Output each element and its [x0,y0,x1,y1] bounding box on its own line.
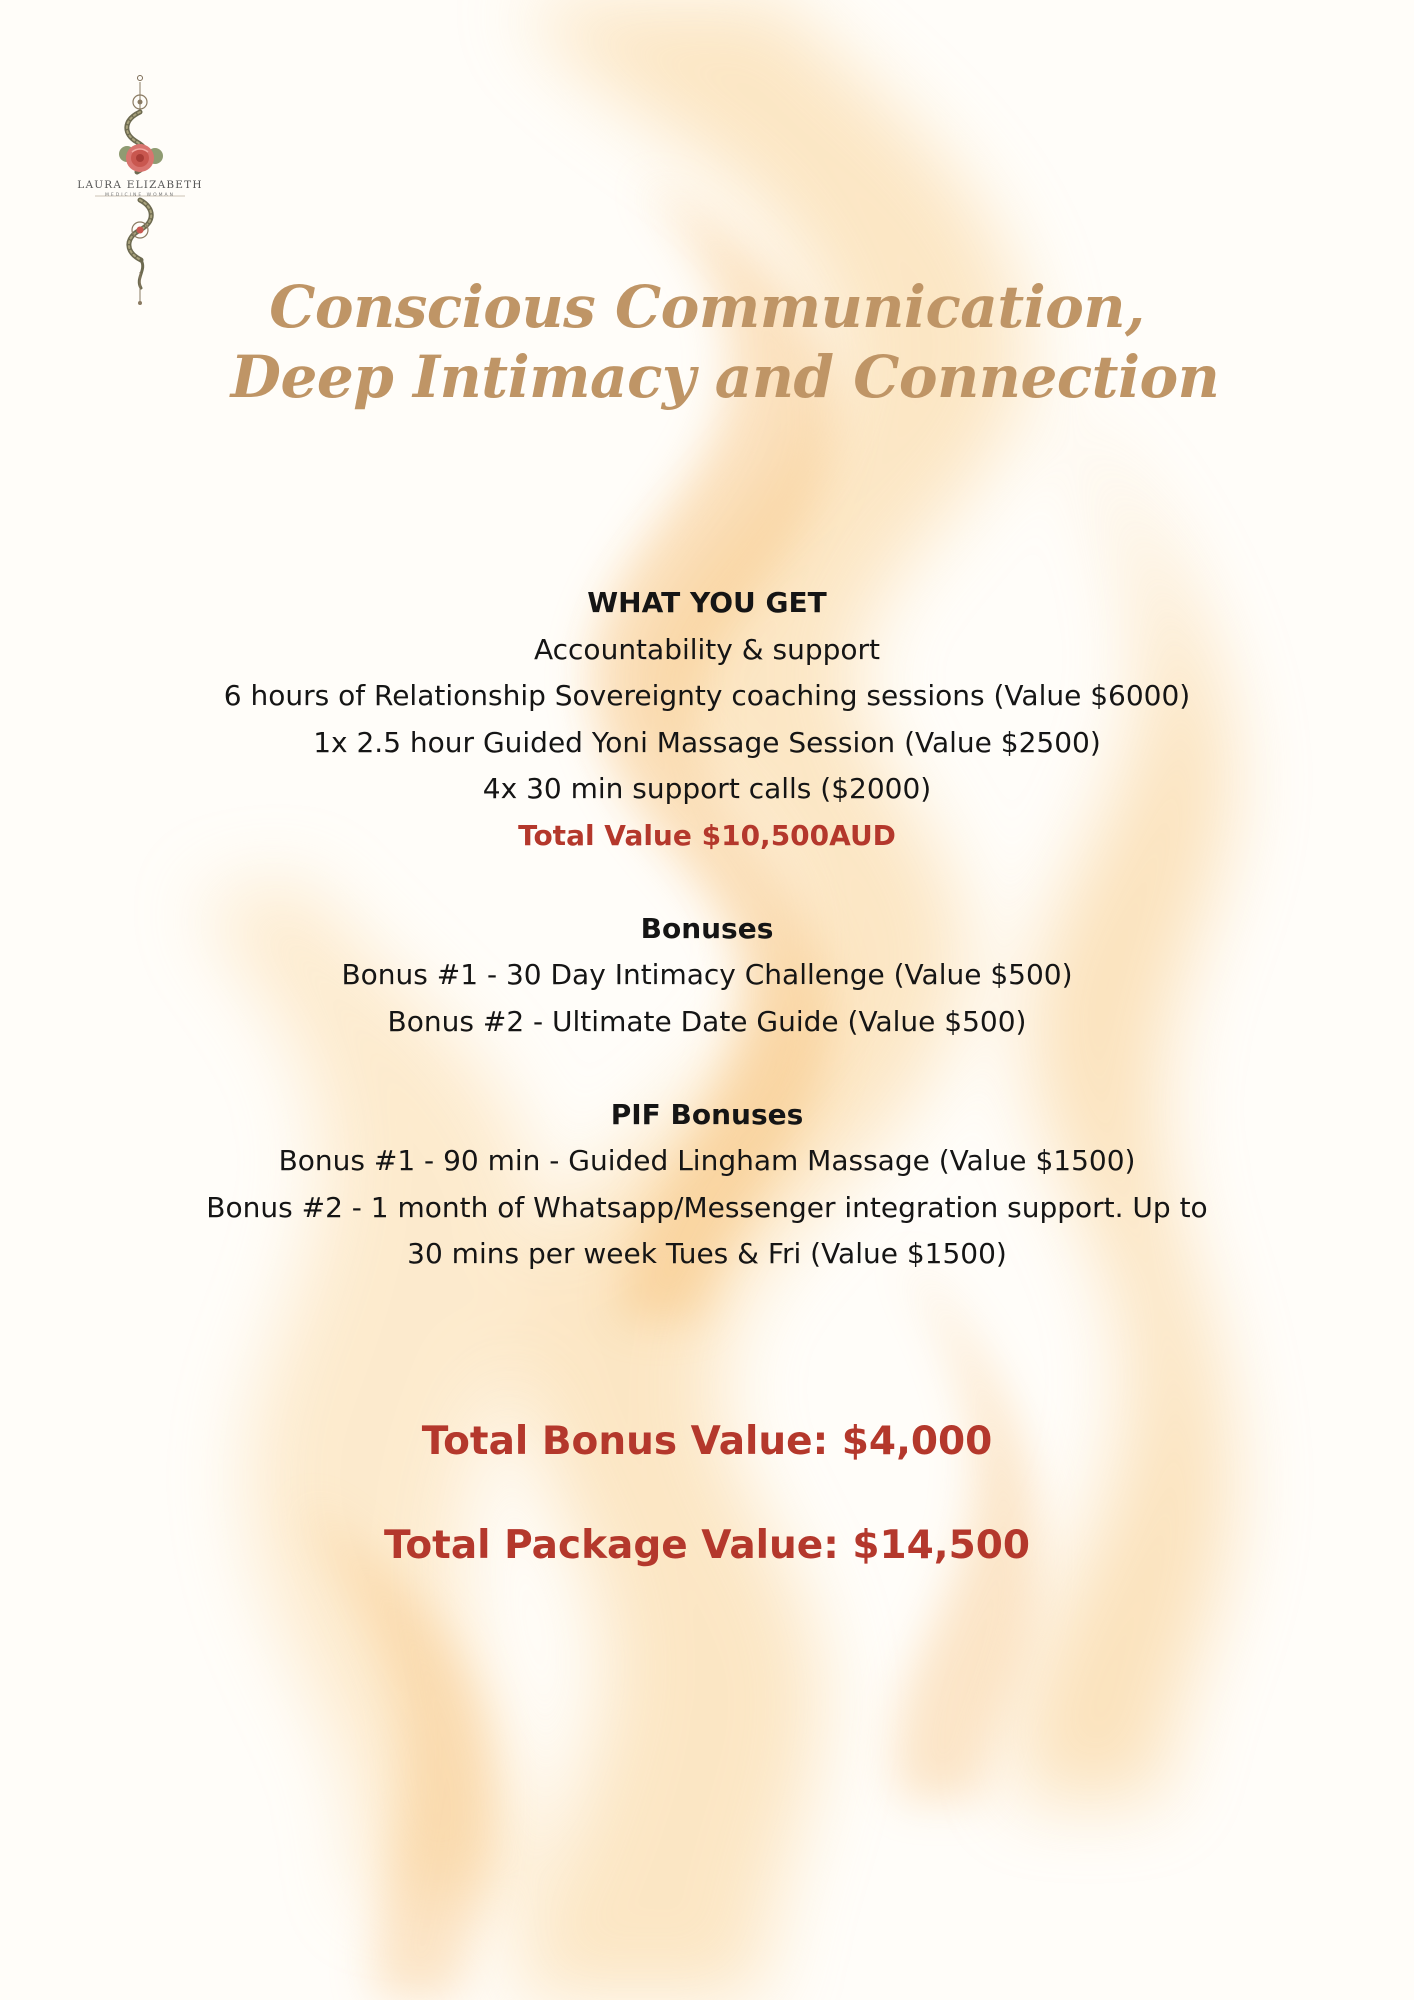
total-bonus-value: Total Bonus Value: $4,000 [421,1419,993,1464]
page-title [60,272,1354,412]
list-item: 6 hours of Relationship Sovereignty coaching sessions (Value $6000) [223,679,1191,712]
spacer [60,1045,1354,1092]
list-item: Bonus #1 - 30 Day Intimacy Challenge (Value $500) [341,958,1073,991]
offer-details [60,580,1354,1278]
bonuses-heading: Bonuses [640,911,774,945]
title-line-2: Deep Intimacy and Connection [230,343,1220,411]
list-item: 4x 30 min support calls ($2000) [482,772,932,805]
list-item: Bonus #2 - 1 month of Whatsapp/Messenger integration support. Up to [206,1190,1208,1224]
total-value: Total Value $10,500AUD [518,818,896,852]
list-item: Bonus #2 - Ultimate Date Guide (Value $500) [387,1004,1027,1038]
totals-section [60,1414,1354,1574]
list-item: 1x 2.5 hour Guided Yoni Massage Session (Value $2500) [313,725,1101,759]
spacer [60,859,1354,906]
title-line-1: Conscious Communication, [269,273,1145,341]
list-item: Bonus #1 - 90 min - Guided Lingham Massage (Value $1500) [278,1144,1136,1177]
logo-tagline: MEDICINE WOMAN [105,193,175,198]
total-package-value: Total Package Value: $14,500 [383,1523,1031,1568]
list-item: 30 mins per week Tues & Fri (Value $1500) [407,1237,1007,1270]
list-item: Accountability & support [533,632,880,666]
what-you-get-heading: WHAT YOU GET [587,586,827,619]
pif-bonuses-heading: PIF Bonuses [610,1097,804,1131]
logo-name: LAURA ELIZABETH [77,179,203,191]
